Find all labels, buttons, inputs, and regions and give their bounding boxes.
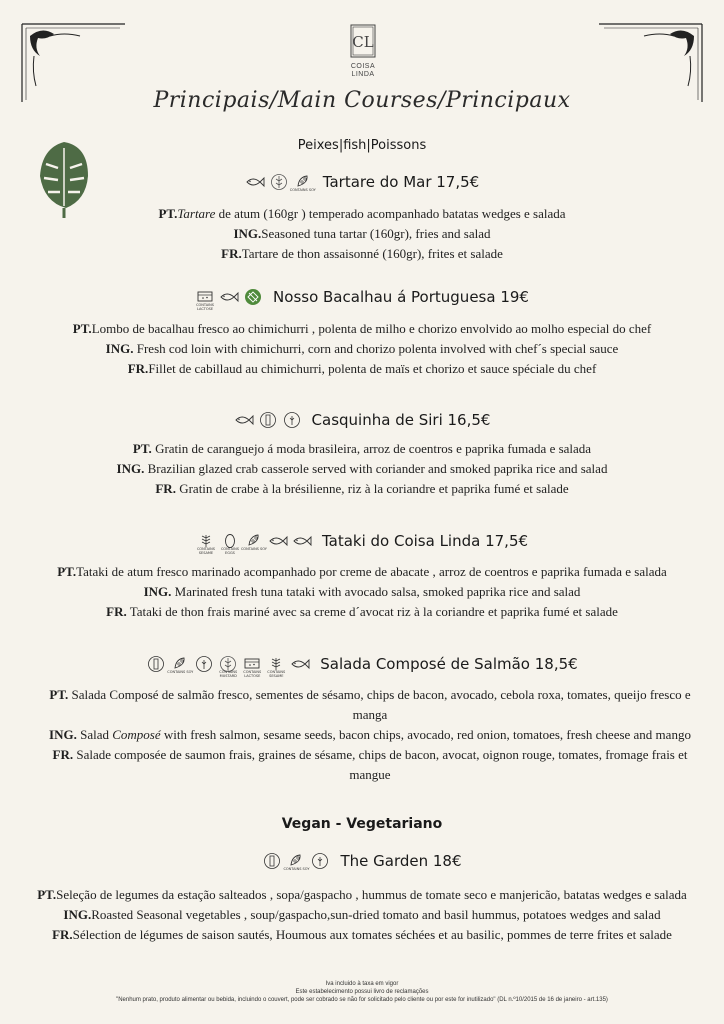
gluten-icon (310, 852, 330, 870)
dish-name: Tataki do Coisa Linda 17,5€ (321, 532, 529, 550)
gluten-icon (194, 655, 214, 673)
footer-line: "Nenhum prato, produto alimentar ou bebida, incluindo o couvert, pode ser cobrado se não for solicitado pelo cliente ou por este for inutilizado" (DL n.º10/2015 de 16 de janeiro - art.135) (116, 997, 608, 1003)
fish-icon (292, 532, 312, 550)
brand-logo (343, 24, 383, 79)
dish-description: PT.Seleção de legumes da estação salteados , sopa/gaspacho , hummus de tomate seco e manjericão, batatas wedges e salada ING.Roasted Seasonal vegetables , soup/gaspacho,sun-dried tomato and basil hummus, potatoes wedges and salad FR.Sélection de légumes de saison sautés, Houmous aux tomates séchées et au basilic, pommes de terre frites et salade (37, 887, 687, 942)
soy-icon: CONTAINS SOY (244, 532, 264, 550)
fish-icon (290, 655, 310, 673)
logo-letters: CL (352, 33, 374, 51)
lactose-icon: CONTAINS LACTOSE (195, 288, 215, 306)
vegan-icon (262, 852, 282, 870)
dish-heading (0, 408, 724, 432)
dish-name: Nosso Bacalhau á Portuguesa 19€ (273, 288, 529, 306)
dish-name: Salada Composé de Salmão 18,5€ (320, 655, 578, 673)
dish-description: PT. Gratin de caranguejo á moda brasileira, arroz de coentros e paprika fumada e salada ING. Brazilian glazed crab casserole served with coriander and smoked paprika rice and salad FR. Gratin de crabe à la brésilienne, riz à la coriandre et paprika fumé et salade (116, 441, 608, 496)
dish-description: PT.Lombo de bacalhau fresco ao chimichurri , polenta de milho e chorizo envolvido ao molho especial do chef ING. Fresh cod loin with chimichurri, corn and chorizo polenta involved with chef´s special sauce FR.Fillet de cabillaud au chimichurri, polenta de maïs et chorizo et sauce spéciale du chef (72, 321, 652, 376)
soy-icon: CONTAINS SOY (286, 852, 306, 870)
dish-name: The Garden 18€ (340, 852, 462, 870)
gluten-free-icon (243, 288, 263, 306)
dish-description: PT. Salada Composé de salmão fresco, sementes de sésamo, chips de bacon, avocado, cebola roxa, tomates, queijo fresco e manga ING. Salad Composé with fresh salmon, sesame seeds, bacon chips, avocado, red onion, tomatoes, fresh cheese and mango FR. Salade composée de saumon frais, graines de sésame, chips de bacon, avocat, oignon rouge, tomates, fromage frais et mangue (49, 687, 691, 782)
dish-description: PT.Tartare de atum (160gr ) temperado acompanhado batatas wedges e salada ING.Seasoned tuna tartar (160gr), fries and salad FR.Tartare de thon assaisonné (160gr), frites et salade (158, 206, 566, 261)
mollusc-icon (146, 655, 166, 673)
fish-icon (245, 173, 265, 191)
dish-name: Tartare do Mar 17,5€ (322, 173, 480, 191)
logo-mark (343, 24, 383, 58)
gluten-icon (269, 173, 289, 191)
logo-line1: COISA (350, 63, 376, 70)
footer-legal (0, 980, 724, 1004)
lactose-icon: CONTAINS LACTOSE (242, 655, 262, 673)
sesame-icon: CONTAINS SESAME (266, 655, 286, 673)
fish-icon (219, 288, 239, 306)
dish-heading (0, 285, 724, 309)
fish-icon (268, 532, 288, 550)
footer-line: Este estabelecimento possui livro de reclamações (295, 989, 429, 995)
dish-description: PT.Tataki de atum fresco marinado acompanhado por creme de abacate , arroz de coentros e paprika fumada e salada ING. Marinated fresh tuna tataki with avocado salsa, smoked paprika rice and salad FR. Tataki de thon frais mariné avec sa creme d´avocat riz à la coriandre et paprika fumé et salade (57, 564, 667, 619)
soy-icon: CONTAINS SOY (293, 173, 313, 191)
mustard-icon: CONTAINS MUSTARD (218, 655, 238, 673)
crustacean-icon (234, 411, 254, 429)
gluten-icon (282, 411, 302, 429)
dish-name: Casquinha de Siri 16,5€ (311, 411, 491, 429)
sesame-icon: CONTAINS SESAME (196, 532, 216, 550)
dish-heading (0, 652, 724, 676)
egg-icon: CONTAINS EGGS (220, 532, 240, 550)
mustard-icon (258, 411, 278, 429)
dish-heading (0, 849, 724, 873)
section-heading-vegan: Vegan - Vegetariano (281, 816, 443, 832)
page-title: Principais/Main Courses/Principaux (153, 88, 571, 113)
dish-heading (0, 170, 724, 194)
section-heading-fish: Peixes|fish|Poissons (297, 138, 427, 153)
logo-line2: LINDA (351, 71, 375, 78)
dish-heading (0, 529, 724, 553)
footer-line: Iva incluido à taxa em vigor (325, 981, 399, 987)
soy-icon: CONTAINS SOY (170, 655, 190, 673)
